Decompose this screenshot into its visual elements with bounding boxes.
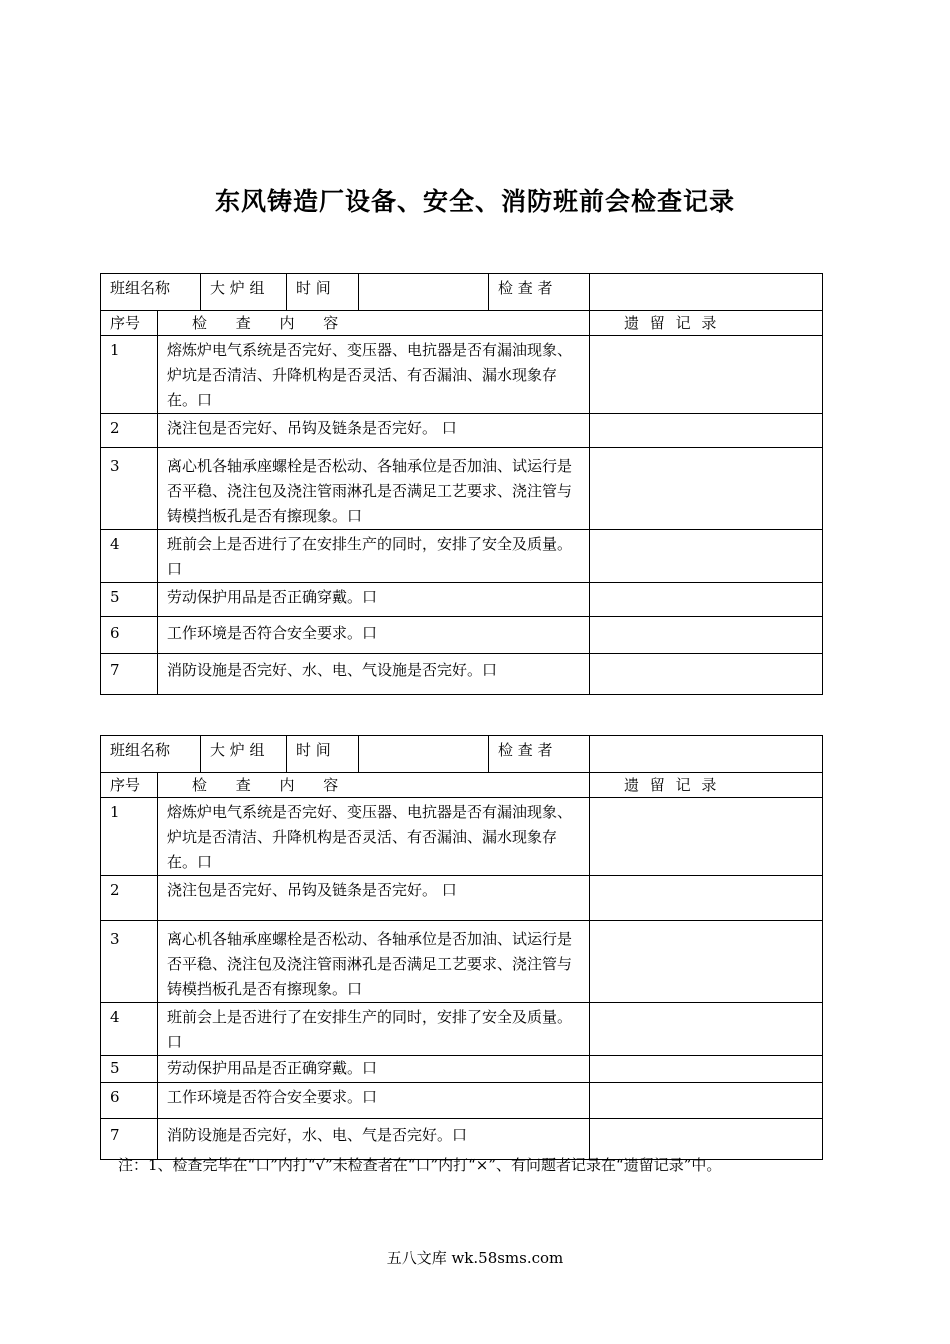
team-name-label: 班组名称 <box>101 274 201 311</box>
row-content: 工作环境是否符合安全要求。口 <box>158 1083 590 1119</box>
row-remark[interactable] <box>590 1083 823 1119</box>
row-no: 6 <box>101 1083 158 1119</box>
col-header-content: 检 查 内 容 <box>158 773 590 798</box>
team-name-value[interactable]: 大 炉 组 <box>201 736 287 773</box>
time-value[interactable] <box>359 274 489 311</box>
row-content: 浇注包是否完好、吊钩及链条是否完好。 口 <box>158 876 590 921</box>
time-value[interactable] <box>359 736 489 773</box>
table-row <box>101 1083 823 1119</box>
row-content: 熔炼炉电气系统是否完好、变压器、电抗器是否有漏油现象、炉坑是否清洁、升降机构是否灵活、有否漏油、漏水现象存在。口 <box>158 798 590 876</box>
row-remark[interactable] <box>590 530 823 583</box>
row-remark[interactable] <box>590 654 823 695</box>
row-no: 3 <box>101 448 158 530</box>
inspection-form-2 <box>100 735 823 1160</box>
row-no: 7 <box>101 654 158 695</box>
row-remark[interactable] <box>590 876 823 921</box>
row-remark[interactable] <box>590 1003 823 1056</box>
row-no: 5 <box>101 583 158 617</box>
time-label: 时 间 <box>287 736 359 773</box>
col-header-no: 序号 <box>101 773 158 798</box>
row-remark[interactable] <box>590 1056 823 1083</box>
table-row <box>101 1003 823 1056</box>
table-row <box>101 876 823 921</box>
table-row <box>101 583 823 617</box>
inspection-form-1 <box>100 273 823 695</box>
table-row <box>101 1056 823 1083</box>
row-content: 班前会上是否进行了在安排生产的同时，安排了安全及质量。口 <box>158 530 590 583</box>
row-no: 1 <box>101 798 158 876</box>
row-no: 4 <box>101 530 158 583</box>
inspector-value[interactable] <box>590 274 823 311</box>
row-no: 1 <box>101 336 158 414</box>
row-content: 消防设施是否完好，水、电、气是否完好。口 <box>158 1119 590 1160</box>
row-no: 7 <box>101 1119 158 1160</box>
time-label: 时 间 <box>287 274 359 311</box>
row-content: 离心机各轴承座螺栓是否松动、各轴承位是否加油、试运行是否平稳、浇注包及浇注管雨淋孔是否满足工艺要求、浇注管与铸模挡板孔是否有擦现象。口 <box>158 921 590 1003</box>
inspector-label: 检 查 者 <box>489 274 590 311</box>
row-remark[interactable] <box>590 448 823 530</box>
row-remark[interactable] <box>590 583 823 617</box>
col-header-remark: 遗 留 记 录 <box>590 311 823 336</box>
row-content: 工作环境是否符合安全要求。口 <box>158 617 590 654</box>
table-row <box>101 798 823 876</box>
row-no: 5 <box>101 1056 158 1083</box>
col-header-remark: 遗 留 记 录 <box>590 773 823 798</box>
row-remark[interactable] <box>590 921 823 1003</box>
document-title: 东风铸造厂设备、安全、消防班前会检查记录 <box>214 187 735 216</box>
row-remark[interactable] <box>590 617 823 654</box>
table-row <box>101 414 823 448</box>
team-name-label: 班组名称 <box>101 736 201 773</box>
table-row <box>101 336 823 414</box>
row-no: 2 <box>101 876 158 921</box>
table-row <box>101 654 823 695</box>
table-row <box>101 530 823 583</box>
row-remark[interactable] <box>590 414 823 448</box>
row-remark[interactable] <box>590 336 823 414</box>
row-content: 班前会上是否进行了在安排生产的同时，安排了安全及质量。口 <box>158 1003 590 1056</box>
row-no: 3 <box>101 921 158 1003</box>
row-no: 4 <box>101 1003 158 1056</box>
row-no: 2 <box>101 414 158 448</box>
table-row <box>101 617 823 654</box>
col-header-content: 检 查 内 容 <box>158 311 590 336</box>
row-content: 浇注包是否完好、吊钩及链条是否完好。 口 <box>158 414 590 448</box>
row-no: 6 <box>101 617 158 654</box>
team-name-value[interactable]: 大 炉 组 <box>201 274 287 311</box>
table-row <box>101 921 823 1003</box>
row-content: 消防设施是否完好、水、电、气设施是否完好。口 <box>158 654 590 695</box>
row-content: 离心机各轴承座螺栓是否松动、各轴承位是否加油、试运行是否平稳、浇注包及浇注管雨淋孔是否满足工艺要求、浇注管与铸模挡板孔是否有擦现象。口 <box>158 448 590 530</box>
row-remark[interactable] <box>590 798 823 876</box>
inspector-value[interactable] <box>590 736 823 773</box>
row-content: 劳动保护用品是否正确穿戴。口 <box>158 583 590 617</box>
col-header-no: 序号 <box>101 311 158 336</box>
table-row <box>101 448 823 530</box>
row-content: 熔炼炉电气系统是否完好、变压器、电抗器是否有漏油现象、炉坑是否清洁、升降机构是否灵活、有否漏油、漏水现象存在。口 <box>158 336 590 414</box>
inspector-label: 检 查 者 <box>489 736 590 773</box>
row-content: 劳动保护用品是否正确穿戴。口 <box>158 1056 590 1083</box>
page-footer: 五八文库 wk.58sms.com <box>386 1249 564 1267</box>
footnote: 注：1、检查完毕在“口”内打“√”未检查者在“口”内打“×”、有问题者记录在“遗留记录”中。 <box>118 1156 722 1174</box>
